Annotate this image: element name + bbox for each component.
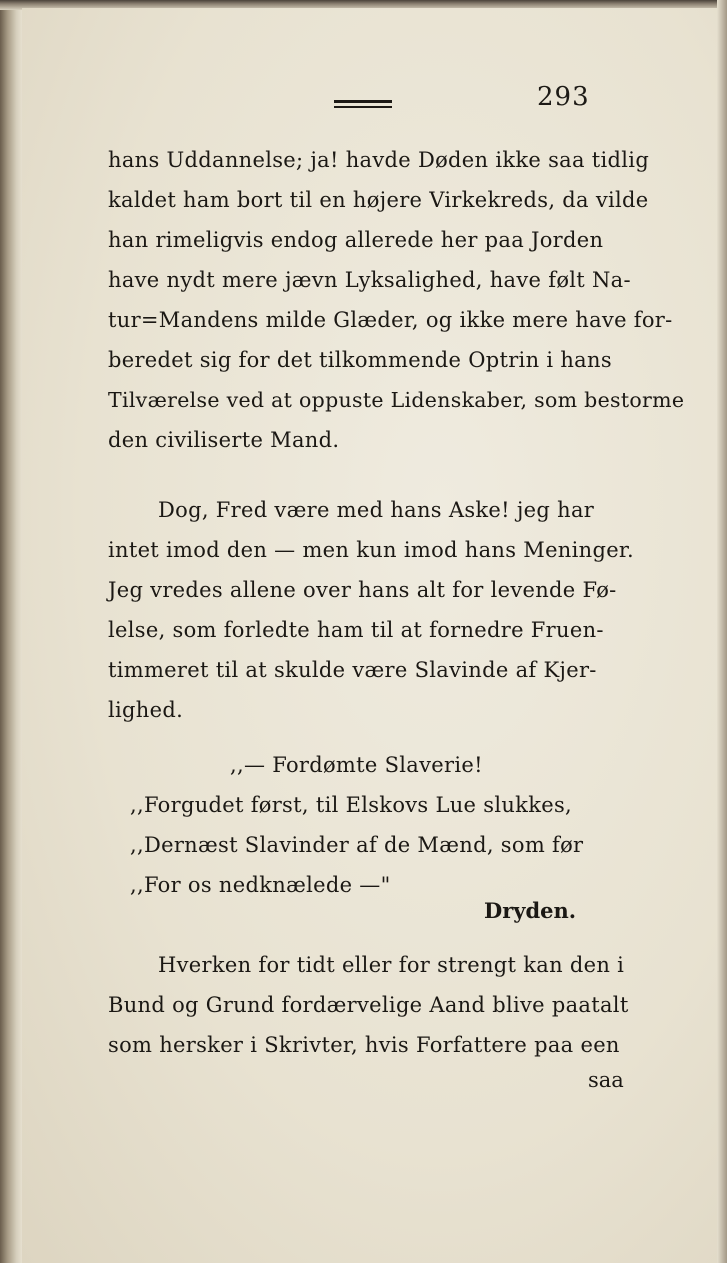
book-binding-shadow: [0, 0, 22, 1263]
poem-line: ,,Forgudet først, til Elskovs Lue slukkes,: [130, 793, 573, 817]
page-body: [22, 8, 717, 1263]
text-line: Jeg vredes allene over hans alt for levende Fø-: [108, 578, 617, 602]
catchword: saa: [588, 1068, 624, 1092]
poem-line: ,,Dernæst Slavinder af de Mænd, som før: [130, 833, 584, 857]
text-line: kaldet ham bort til en højere Virkekreds, da vilde: [108, 188, 649, 212]
text-line: den civiliserte Mand.: [108, 428, 340, 452]
text-line: han rimeligvis endog allerede her paa Jorden: [108, 228, 604, 252]
text-line: Bund og Grund fordærvelige Aand blive paatalt: [108, 993, 629, 1017]
text-line: som hersker i Skrivter, hvis Forfattere paa een: [108, 1033, 620, 1057]
text-line: lighed.: [108, 698, 184, 722]
text-line: intet imod den — men kun imod hans Meninger.: [108, 538, 634, 562]
text-line: Dog, Fred være med hans Aske! jeg har: [158, 498, 595, 522]
text-line: have nydt mere jævn Lyksalighed, have følt Na-: [108, 268, 631, 292]
text-line: beredet sig for det tilkommende Optrin i hans: [108, 348, 612, 372]
header-rule: [334, 100, 392, 108]
poem-line: ,,For os nedknælede —": [130, 873, 391, 897]
text-line: timmeret til at skulde være Slavinde af Kjer-: [108, 658, 597, 682]
page-right-edge: [717, 0, 727, 1263]
text-line: Tilværelse ved at oppuste Lidenskaber, som bestorme: [108, 388, 685, 412]
text-line: lelse, som forledte ham til at fornedre Fruen-: [108, 618, 604, 642]
poem-attribution: Dryden.: [484, 898, 577, 923]
text-line: hans Uddannelse; ja! havde Døden ikke saa tidlig: [108, 148, 650, 172]
text-line: tur=Mandens milde Glæder, og ikke mere have for-: [108, 308, 673, 332]
text-line: Hverken for tidt eller for strengt kan den i: [158, 953, 625, 977]
page-number: 293: [537, 82, 590, 112]
poem-line: ,,— Fordømte Slaverie!: [230, 753, 483, 777]
